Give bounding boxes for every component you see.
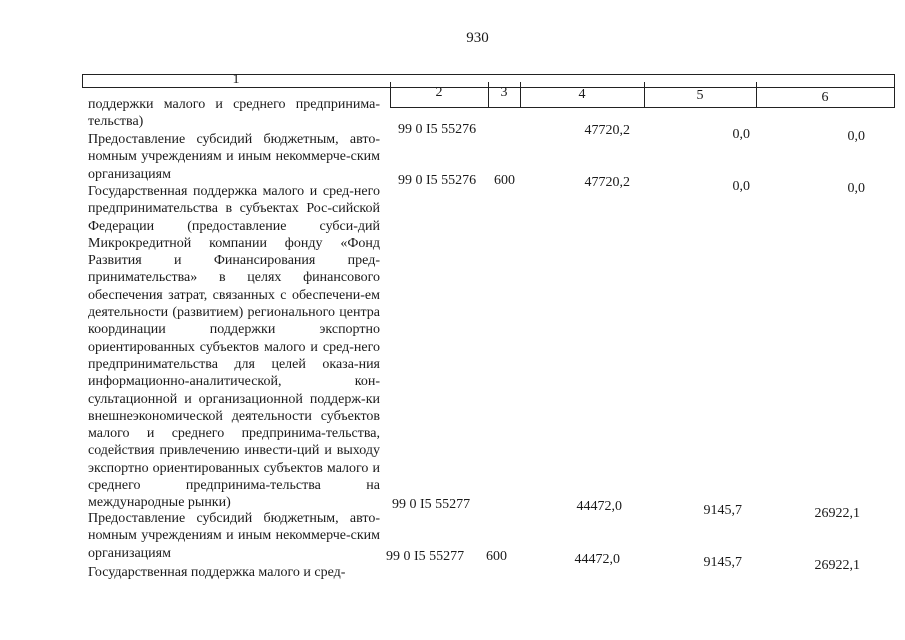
table-row-description: Государственная поддержка малого и сред-него предпринимательства в субъектах Рос-сийской Федерации (предоставление субси-дий Микрокредитной компании фонду «Фонд Развития и Финансирования пред-принимательства» в целях финансового обеспечения затрат, связанных с обеспечени-ем деятельности (развитием) регионального центра координации поддержки экспортно ориентированных субъектов малого и сред-него предпринимательства для целей оказа-ния информационно-аналитической, кон-сультационной и организационной поддерж-ки внешнеэкономической деятельности субъектов малого и среднего предпринима-тельства, содействия привлечению инвести-ций и выходу экспортно ориентированных субъектов малого и среднего предпринима-тельства на международные рынки) bbox=[88, 184, 380, 511]
row-vr: 600 bbox=[494, 173, 515, 188]
row-code: 99 0 I5 55276 bbox=[398, 173, 477, 188]
table-row-description: Государственная поддержка малого и сред- bbox=[88, 565, 346, 580]
page-number: 930 bbox=[466, 30, 489, 46]
table-row-description: Предоставление субсидий бюджетным, авто-номным учреждениям и иным некоммерче-ским организациям bbox=[88, 511, 380, 561]
header-col-1: 1 bbox=[232, 72, 240, 87]
row-col4: 47720,2 bbox=[584, 123, 630, 138]
table-row-description: Предоставление субсидий бюджетным, авто-номным учреждениям и иным некоммерче-ским организациям bbox=[88, 132, 380, 182]
row-vr: 600 bbox=[486, 549, 507, 564]
header-col-6: 6 bbox=[821, 90, 829, 105]
row-code: 99 0 I5 55276 bbox=[398, 122, 477, 137]
row-col6: 0,0 bbox=[847, 129, 865, 144]
row-col5: 0,0 bbox=[732, 179, 750, 194]
row-col5: 0,0 bbox=[732, 127, 750, 142]
header-col-4: 4 bbox=[578, 87, 586, 102]
row-col4: 44472,0 bbox=[574, 552, 620, 567]
row-col4: 44472,0 bbox=[576, 499, 622, 514]
row-col6: 26922,1 bbox=[814, 558, 860, 573]
table-row-description: поддержки малого и среднего предпринима-тельства) bbox=[88, 97, 380, 130]
row-col5: 9145,7 bbox=[703, 555, 742, 570]
row-col5: 9145,7 bbox=[703, 503, 742, 518]
row-code: 99 0 I5 55277 bbox=[392, 497, 471, 512]
header-col-5: 5 bbox=[696, 88, 704, 103]
row-col6: 26922,1 bbox=[814, 506, 860, 521]
header-col-3: 3 bbox=[500, 85, 508, 100]
header-col-2: 2 bbox=[435, 85, 443, 100]
row-code: 99 0 I5 55277 bbox=[386, 549, 465, 564]
row-col4: 47720,2 bbox=[584, 175, 630, 190]
row-col6: 0,0 bbox=[847, 181, 865, 196]
